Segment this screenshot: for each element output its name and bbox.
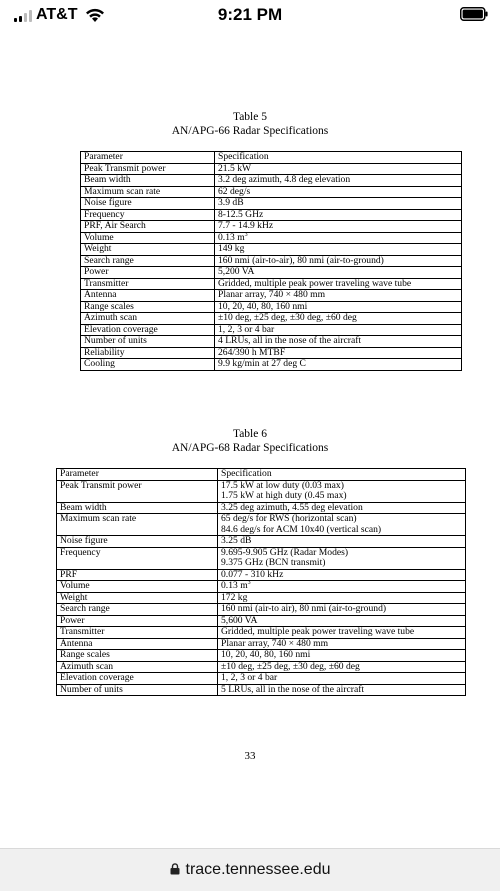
specification-cell: Gridded, multiple peak power traveling wave tube [215, 278, 462, 290]
parameter-cell: Number of units [57, 684, 218, 696]
specification-cell: 17.5 kW at low duty (0.03 max) 1.75 kW at high duty (0.45 max) [218, 480, 466, 502]
table6-title: AN/APG-68 Radar Specifications [171, 442, 329, 454]
table6-number: Table 6 [232, 428, 267, 440]
clock-time: 9:21 PM [217, 5, 283, 24]
table-row [81, 163, 462, 175]
parameter-cell: Weight [81, 244, 215, 256]
parameter-cell: Range scales [57, 650, 218, 662]
specification-cell: Planar array, 740 × 480 mm [215, 290, 462, 302]
specification-cell: 10, 20, 40, 80, 160 nmi [218, 650, 466, 662]
specification-cell: 9.9 kg/min at 27 deg C [215, 359, 462, 371]
table5-caption [0, 110, 500, 138]
parameter-cell: Search range [81, 255, 215, 267]
parameter-cell: Power [57, 615, 218, 627]
parameter-cell: Beam width [57, 502, 218, 514]
table-row [57, 547, 466, 569]
specification-cell: 160 nmi (air-to-air), 80 nmi (air-to-ground) [215, 255, 462, 267]
table-row [81, 324, 462, 336]
specification-cell: Planar array, 740 × 480 mm [218, 638, 466, 650]
parameter-cell: Transmitter [81, 278, 215, 290]
parameter-cell: Peak Transmit power [81, 163, 215, 175]
parameter-cell: Volume [81, 232, 215, 244]
specification-cell: 172 kg [218, 592, 466, 604]
table-row [57, 536, 466, 548]
table-row [81, 244, 462, 256]
parameter-cell: Beam width [81, 175, 215, 187]
lock-icon [170, 863, 180, 875]
specification-cell: 5 LRUs, all in the nose of the aircraft [218, 684, 466, 696]
parameter-cell: Range scales [81, 301, 215, 313]
parameter-cell: Volume [57, 581, 218, 593]
table-row [81, 336, 462, 348]
specification-cell: 0.13 $m^3$ [215, 232, 462, 244]
parameter-cell: Noise figure [81, 198, 215, 210]
table6 [56, 468, 466, 696]
table-row [57, 480, 466, 502]
specification-cell: 5,600 VA [218, 615, 466, 627]
parameter-cell: PRF [57, 569, 218, 581]
parameter-cell: Maximum scan rate [81, 186, 215, 198]
specification-cell: 21.5 kW [215, 163, 462, 175]
parameter-cell: Elevation coverage [81, 324, 215, 336]
specification-cell: 0.13 $m^3$ [218, 581, 466, 593]
specification-cell: Gridded, multiple peak power traveling wave tube [218, 627, 466, 639]
specification-cell: 7.7 - 14.9 kHz [215, 221, 462, 233]
specification-cell: 65 deg/s for RWS (horizontal scan) 84.6 deg/s for ACM 10x40 (vertical scan) [218, 514, 466, 536]
parameter-cell: Peak Transmit power [57, 480, 218, 502]
parameter-cell: Antenna [57, 638, 218, 650]
specification-cell: 3.25 deg azimuth, 4.55 deg elevation [218, 502, 466, 514]
table-row [57, 581, 466, 593]
battery-icon [460, 7, 488, 21]
table-row [57, 627, 466, 639]
table-row [57, 684, 466, 696]
parameter-cell: Frequency [81, 209, 215, 221]
table-row [81, 290, 462, 302]
parameter-cell: Search range [57, 604, 218, 616]
parameter-cell: Weight [57, 592, 218, 604]
table-row [57, 615, 466, 627]
specification-cell: 5,200 VA [215, 267, 462, 279]
table-row [81, 209, 462, 221]
parameter-cell: Number of units [81, 336, 215, 348]
table-row [57, 502, 466, 514]
table-row [81, 359, 462, 371]
table-row [81, 186, 462, 198]
table-header-row [81, 152, 462, 164]
status-bar [0, 0, 500, 30]
specification-cell: 10, 20, 40, 80, 160 nmi [215, 301, 462, 313]
table-row [81, 221, 462, 233]
specification-cell: 264/390 h MTBF [215, 347, 462, 359]
carrier-name: AT&T [36, 6, 78, 23]
parameter-cell: Noise figure [57, 536, 218, 548]
table5 [80, 151, 462, 371]
specification-cell: 1, 2, 3 or 4 bar [215, 324, 462, 336]
table-header-row [57, 469, 466, 481]
parameter-cell: Maximum scan rate [57, 514, 218, 536]
table-row [57, 673, 466, 685]
parameter-cell: Reliability [81, 347, 215, 359]
table-row [81, 255, 462, 267]
table-row [57, 638, 466, 650]
document-page[interactable] [0, 30, 500, 848]
table-row [81, 301, 462, 313]
table-row [57, 650, 466, 662]
specification-cell: 1, 2, 3 or 4 bar [218, 673, 466, 685]
table-row [81, 278, 462, 290]
specification-cell: Specification [215, 152, 462, 164]
table-row [57, 514, 466, 536]
specification-cell: ±10 deg, ±25 deg, ±30 deg, ±60 deg [218, 661, 466, 673]
table-row [81, 198, 462, 210]
table-row [57, 604, 466, 616]
parameter-cell: Power [81, 267, 215, 279]
table5-title: AN/APG-66 Radar Specifications [171, 125, 329, 137]
parameter-cell: Azimuth scan [81, 313, 215, 325]
parameter-cell: Cooling [81, 359, 215, 371]
table6-caption [0, 427, 500, 455]
specification-cell: Specification [218, 469, 466, 481]
table-row [81, 313, 462, 325]
specification-cell: 0.077 - 310 kHz [218, 569, 466, 581]
parameter-cell: Parameter [57, 469, 218, 481]
page-number: 33 [244, 750, 256, 762]
table-row [81, 347, 462, 359]
parameter-cell: Elevation coverage [57, 673, 218, 685]
url-text[interactable]: trace.tennessee.edu [185, 861, 331, 878]
table-row [81, 267, 462, 279]
browser-url-bar[interactable] [0, 848, 500, 891]
specification-cell: 160 nmi (air-to air), 80 nmi (air-to-ground) [218, 604, 466, 616]
table-row [81, 175, 462, 187]
specification-cell: 3.9 dB [215, 198, 462, 210]
parameter-cell: Parameter [81, 152, 215, 164]
specification-cell: 62 deg/s [215, 186, 462, 198]
specification-cell: 3.25 dB [218, 536, 466, 548]
specification-cell: 149 kg [215, 244, 462, 256]
specification-cell: 4 LRUs, all in the nose of the aircraft [215, 336, 462, 348]
parameter-cell: Antenna [81, 290, 215, 302]
table-row [81, 232, 462, 244]
specification-cell: 8-12.5 GHz [215, 209, 462, 221]
table-row [57, 569, 466, 581]
specification-cell: 3.2 deg azimuth, 4.8 deg elevation [215, 175, 462, 187]
table-row [57, 661, 466, 673]
parameter-cell: PRF, Air Search [81, 221, 215, 233]
table-row [57, 592, 466, 604]
specification-cell: 9.695-9.905 GHz (Radar Modes) 9.375 GHz (BCN transmit) [218, 547, 466, 569]
parameter-cell: Azimuth scan [57, 661, 218, 673]
parameter-cell: Frequency [57, 547, 218, 569]
specification-cell: ±10 deg, ±25 deg, ±30 deg, ±60 deg [215, 313, 462, 325]
table5-number: Table 5 [232, 111, 267, 123]
parameter-cell: Transmitter [57, 627, 218, 639]
